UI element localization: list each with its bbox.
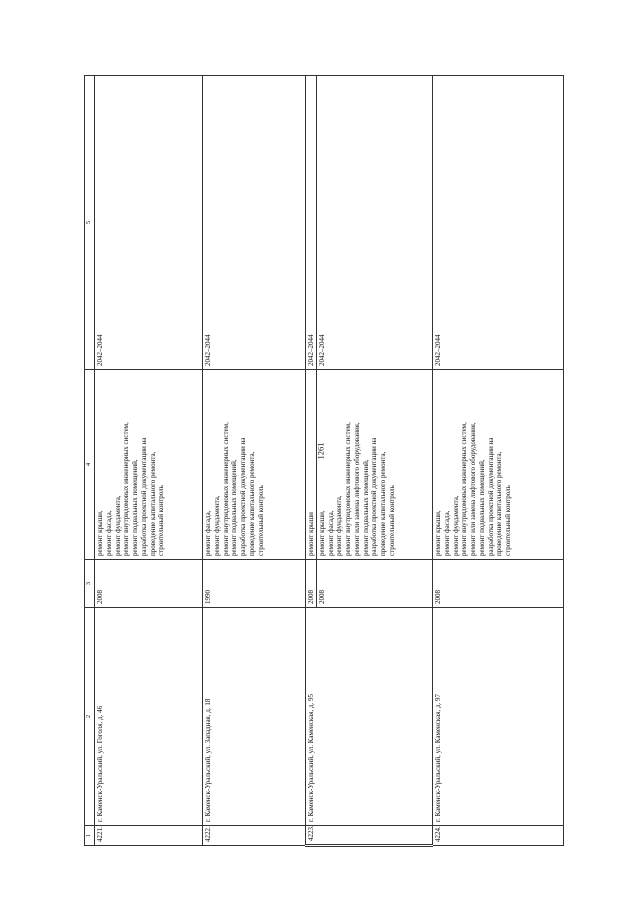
work-item: разработка проектной документации на bbox=[486, 437, 495, 556]
work-item-top: ремонт крыши bbox=[307, 370, 317, 559]
period-cell: 2042–2044 bbox=[433, 76, 564, 370]
work-item: ремонт внутридомовых инженерных систем, bbox=[460, 422, 469, 556]
works-cell bbox=[203, 370, 306, 560]
year-cell: 2008 bbox=[433, 560, 564, 608]
work-item: строительный контроль bbox=[256, 485, 265, 556]
work-item: ремонт крыши, bbox=[96, 510, 104, 556]
work-item: строительный контроль bbox=[504, 485, 512, 556]
work-item: ремонт крыши, bbox=[317, 510, 326, 556]
table-row bbox=[95, 76, 203, 846]
work-item: ремонт фасада, bbox=[104, 510, 113, 556]
work-item: разработка проектной документации на bbox=[239, 437, 247, 556]
work-item: ремонт фундамента, bbox=[212, 495, 221, 556]
column-number-row bbox=[85, 76, 95, 846]
address-cell: г. Каменск-Уральский, ул. Каменская, д. 95 bbox=[306, 608, 433, 826]
column-header: 3 bbox=[85, 560, 95, 608]
address-cell: г. Каменск-Уральский, ул. Каменская, д. 97 bbox=[433, 608, 564, 826]
year-value: 2008 bbox=[317, 590, 326, 604]
work-item: ремонт подвальных помещений, bbox=[361, 459, 370, 556]
work-item: ремонт или замена лифтового оборудования, bbox=[352, 422, 361, 556]
work-item: разработка проектной документации на bbox=[139, 437, 148, 556]
work-item: проведение капитального ремонта, bbox=[379, 451, 387, 556]
work-item: разработка проектной документации на bbox=[370, 437, 379, 556]
period-value: 2042–2044 bbox=[317, 334, 326, 366]
works-cell bbox=[433, 370, 564, 560]
work-item: ремонт внутридомовых инженерных систем, bbox=[344, 422, 352, 556]
work-item: ремонт фасада, bbox=[326, 510, 335, 556]
column-header: 4 bbox=[85, 370, 95, 560]
table-row bbox=[203, 76, 306, 846]
work-item: ремонт подвальных помещений, bbox=[477, 459, 486, 556]
rotated-table-frame bbox=[84, 77, 554, 847]
row-number: 4224. bbox=[433, 826, 564, 846]
works-cell bbox=[95, 370, 203, 560]
work-item: ремонт фундамента, bbox=[113, 495, 122, 556]
work-item: ремонт фасада, bbox=[442, 510, 451, 556]
row-number: 4223. bbox=[306, 826, 433, 846]
row-number: 4222. bbox=[203, 826, 306, 846]
year-cell: 2008 bbox=[95, 560, 203, 608]
repair-schedule-table bbox=[84, 75, 564, 847]
table-row bbox=[306, 76, 433, 846]
year-cell: 1990 bbox=[203, 560, 306, 608]
table-row bbox=[433, 76, 564, 846]
year-cell bbox=[306, 560, 433, 608]
column-header: 2 bbox=[85, 608, 95, 826]
work-item: ремонт или замена лифтового оборудования, bbox=[469, 422, 477, 556]
work-item: ремонт фундамента, bbox=[335, 495, 344, 556]
work-item: строительный контроль bbox=[157, 485, 166, 556]
period-cell: 2042–2044 bbox=[203, 76, 306, 370]
year-top: 2008 bbox=[307, 560, 317, 607]
work-item: ремонт подвальных помещений, bbox=[131, 459, 139, 556]
column-header: 1 bbox=[85, 826, 95, 846]
work-item: ремонт внутридомовых инженерных систем, bbox=[122, 422, 131, 556]
work-item: проведение капитального ремонта, bbox=[495, 451, 504, 556]
period-cell: 2042–2044 bbox=[95, 76, 203, 370]
work-item: ремонт подвальных помещений, bbox=[230, 459, 239, 556]
works-cell bbox=[306, 370, 433, 560]
work-item: строительный контроль bbox=[387, 485, 396, 556]
column-header: 5 bbox=[85, 76, 95, 370]
address-cell: г. Каменск-Уральский, ул. Западная, д. 18 bbox=[203, 608, 306, 826]
work-item: ремонт внутридомовых инженерных систем, bbox=[221, 422, 230, 556]
period-top: 2042–2044 bbox=[307, 76, 317, 369]
work-item: проведение капитального ремонта, bbox=[247, 451, 256, 556]
work-item: ремонт крыши, bbox=[434, 510, 442, 556]
work-item: проведение капитального ремонта, bbox=[148, 451, 157, 556]
page-number-text: 1261 bbox=[315, 442, 325, 460]
row-number: 4221. bbox=[95, 826, 203, 846]
address-cell: г. Каменск-Уральский, ул. Гоголя, д. 46 bbox=[95, 608, 203, 826]
work-item: ремонт фасада, bbox=[204, 510, 212, 556]
document-table-container bbox=[84, 77, 554, 847]
work-item: ремонт фундамента, bbox=[451, 495, 460, 556]
period-cell bbox=[306, 76, 433, 370]
